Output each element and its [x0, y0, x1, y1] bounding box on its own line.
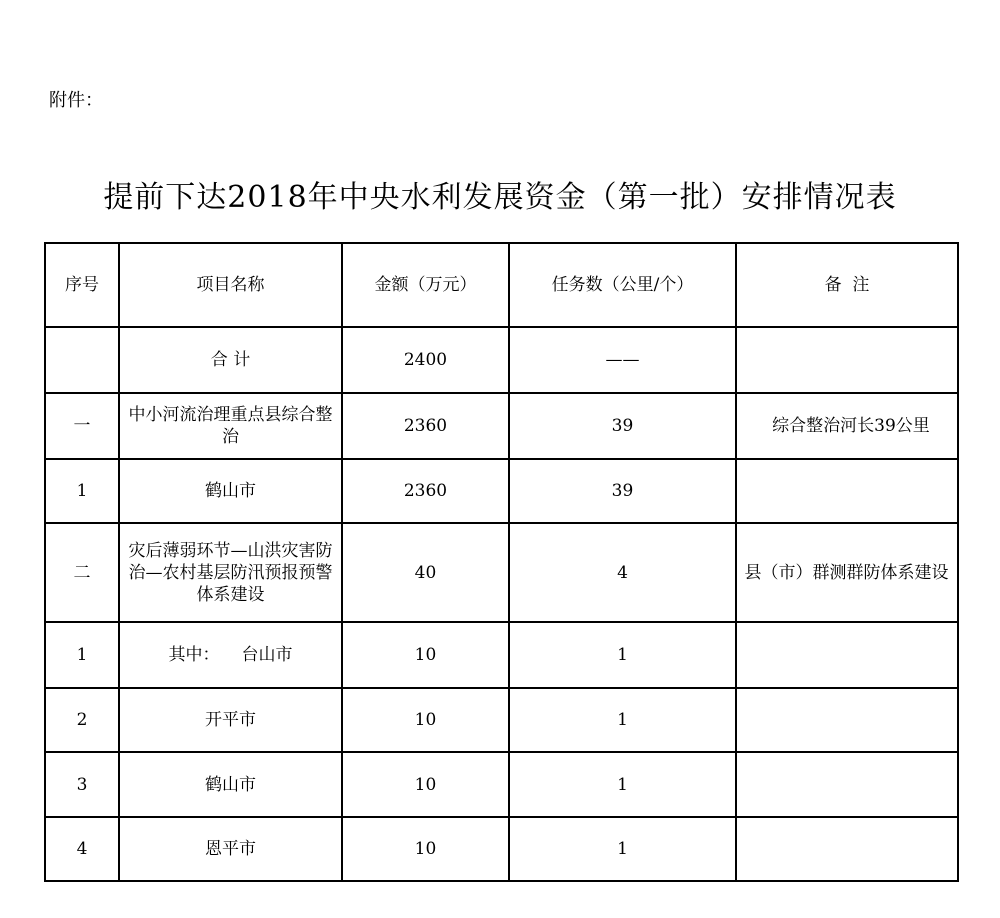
page-title: 提前下达2018年中央水利发展资金（第一批）安排情况表: [103, 180, 897, 215]
item-row: [45, 622, 958, 688]
item-remark: [736, 817, 958, 881]
item-name: 恩平市: [119, 817, 342, 881]
item-amount: 2360: [342, 459, 509, 523]
header-tasks: 任务数（公里/个）: [509, 243, 736, 327]
header-seq: 序号: [45, 243, 119, 327]
section-amount: 2360: [342, 393, 509, 459]
item-tasks: 1: [509, 622, 736, 688]
item-row: [45, 688, 958, 752]
item-row: [45, 752, 958, 817]
total-label: [119, 327, 342, 393]
item-tasks: 39: [509, 459, 736, 523]
item-name-cell: [119, 622, 342, 688]
item-remark: [736, 688, 958, 752]
item-tasks: 1: [509, 688, 736, 752]
section-amount: 40: [342, 523, 509, 622]
item-amount: 10: [342, 752, 509, 817]
section-seq: 二: [45, 523, 119, 622]
section-row: [45, 523, 958, 622]
total-seq: [45, 327, 119, 393]
item-row: [45, 459, 958, 523]
section-name: 灾后薄弱环节—山洪灾害防治—农村基层防汛预报预警体系建设: [119, 523, 342, 622]
allocation-table: [44, 242, 959, 882]
total-tasks: ——: [509, 327, 736, 393]
item-amount: 10: [342, 622, 509, 688]
item-seq: 1: [45, 459, 119, 523]
item-name: 台山市: [241, 645, 293, 665]
section-tasks: 4: [509, 523, 736, 622]
item-tasks: 1: [509, 817, 736, 881]
header-row: [45, 243, 958, 327]
section-tasks: 39: [509, 393, 736, 459]
item-amount: 10: [342, 688, 509, 752]
header-name: 项目名称: [119, 243, 342, 327]
item-tasks: 1: [509, 752, 736, 817]
item-seq: 2: [45, 688, 119, 752]
section-remark: 县（市）群测群防体系建设: [736, 523, 958, 622]
total-row: [45, 327, 958, 393]
item-seq: 1: [45, 622, 119, 688]
section-row: [45, 393, 958, 459]
item-seq: 4: [45, 817, 119, 881]
total-remark: [736, 327, 958, 393]
item-amount: 10: [342, 817, 509, 881]
section-remark: 综合整治河长39公里: [736, 393, 958, 459]
header-remark: 备 注: [736, 243, 958, 327]
header-amount: 金额（万元）: [342, 243, 509, 327]
section-name: 中小河流治理重点县综合整治: [119, 393, 342, 459]
total-label-text: 合 计: [210, 350, 251, 370]
item-name: 开平市: [119, 688, 342, 752]
items-prefix: 其中：: [168, 645, 220, 665]
item-row: [45, 817, 958, 881]
attachment-label: 附件：: [49, 90, 103, 111]
total-amount: 2400: [342, 327, 509, 393]
item-name: 鹤山市: [119, 752, 342, 817]
item-remark: [736, 622, 958, 688]
section-seq: 一: [45, 393, 119, 459]
item-name: 鹤山市: [119, 459, 342, 523]
item-remark: [736, 459, 958, 523]
item-seq: 3: [45, 752, 119, 817]
item-remark: [736, 752, 958, 817]
